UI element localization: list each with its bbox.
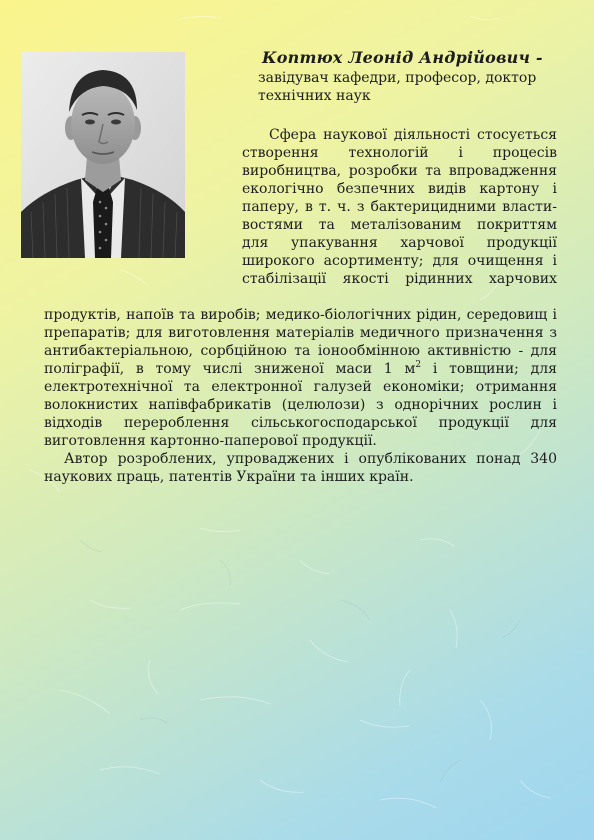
person-role — [258, 69, 563, 105]
bio-line: антибактеріальною, сорбційною та іонообмінною активністю - для — [44, 343, 557, 359]
bio-line-part: і товщини; для — [421, 361, 557, 377]
bio-line: Сфера наукової діяльності стосується — [269, 127, 557, 143]
bio-line: створення технологій і процесів — [242, 145, 557, 161]
bio-line: відходів перероблення сільськогосподарської продукції для — [44, 415, 557, 431]
summary-line: Автор розроблених, упроваджених і опублікованих понад 340 — [64, 451, 557, 467]
bio-line-with-unit — [44, 360, 557, 378]
bio-full-width — [44, 306, 557, 486]
bio-line: широкого асортименту; для очищення і — [242, 253, 557, 269]
bio-line: паперу, в т. ч. з бактерицидними власти- — [242, 199, 557, 215]
role-line: завідувач кафедри, професор, доктор — [258, 70, 537, 86]
bio-line: волокнистих напівфабрикатів (целюлози) з однорічних рослин і — [44, 397, 557, 413]
role-line: технічних наук — [258, 88, 371, 104]
person-name: Коптюх Леонід Андрійович - — [262, 48, 543, 67]
bio-line: продуктів, напоїв та виробів; медико-біологічних рідин, середовищ і — [44, 307, 557, 323]
bio-line: востями та металізованим покриттям — [242, 217, 557, 233]
bio-line: виробництва, розробки та впровадження — [242, 163, 557, 179]
summary-line: наукових праць, патентів України та інших країн. — [44, 469, 414, 485]
bio-line: препаратів; для виготовлення матеріалів медичного призначення з — [44, 325, 557, 341]
bio-line: екологічно безпечних видів картону і — [242, 181, 557, 197]
bio-right-column — [242, 126, 557, 288]
bio-line: стабілізації якості рідинних харчових — [242, 271, 557, 287]
bio-line: електротехнічної та електронної галузей економіки; отримання — [44, 379, 557, 395]
bio-line: для упакування харчової продукції — [242, 235, 557, 251]
bio-line-part: поліграфії, в тому числі зниженої маси 1 м — [44, 361, 416, 377]
superscript: 2 — [415, 360, 422, 370]
bio-line: виготовлення картонно-паперової продукції. — [44, 433, 377, 449]
portrait-photo — [21, 52, 185, 258]
